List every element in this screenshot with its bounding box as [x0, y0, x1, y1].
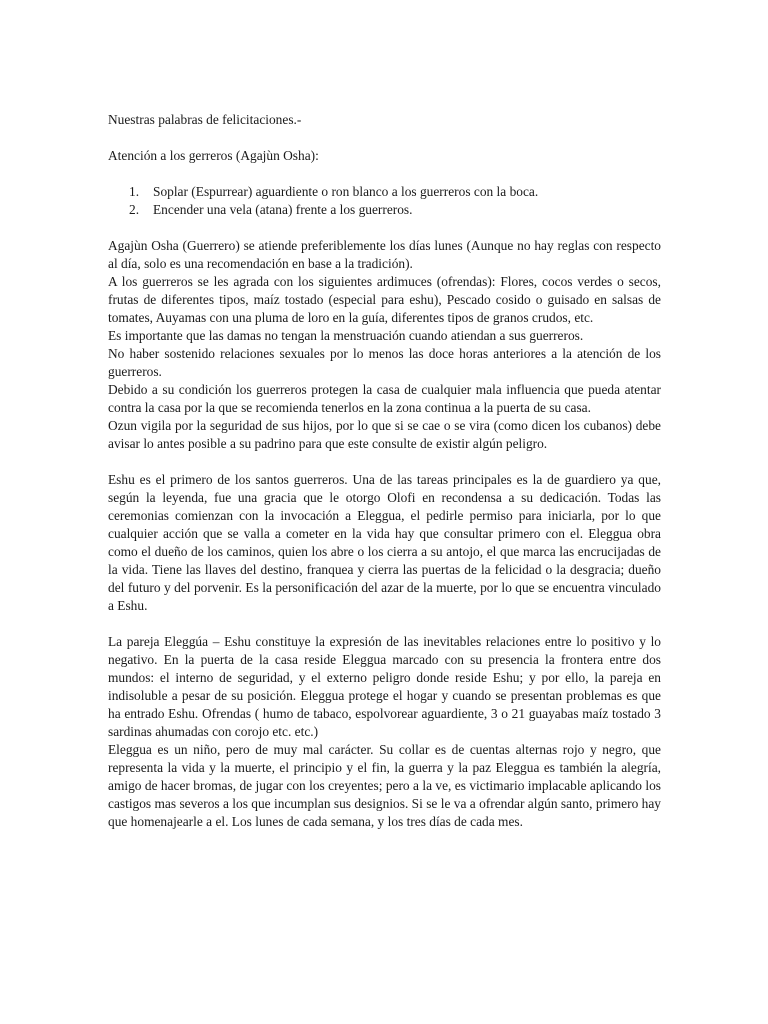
list-item-text: Encender una vela (atana) frente a los guerreros.: [153, 202, 413, 217]
list-item-number: 2.: [129, 202, 140, 217]
paragraph: Agajùn Osha (Guerrero) se atiende preferiblemente los días lunes (Aunque no hay reglas con respecto al día, solo es una recomendación en base a la tradición).: [108, 238, 661, 271]
list-item: [108, 201, 661, 219]
list-item-text: Soplar (Espurrear) aguardiente o ron blanco a los guerreros con la boca.: [153, 184, 539, 199]
paragraph: Ozun vigila por la seguridad de sus hijos, por lo que si se cae o se vira (como dicen los cubanos) debe avisar lo antes posible a su padrino para que este consulte de existir algún peligro.: [108, 418, 661, 451]
list-item-number: 1.: [129, 184, 140, 199]
list-item: [108, 183, 661, 201]
section-subheading: Atención a los gerreros (Agajùn Osha):: [108, 148, 319, 163]
document-title: Nuestras palabras de felicitaciones.-: [108, 112, 302, 127]
paragraph: La pareja Eleggúa – Eshu constituye la expresión de las inevitables relaciones entre lo positivo y lo negativo. En la puerta de la casa reside Eleggua marcado con su presencia la frontera entre dos mundos: el interno de seguridad, y el externo peligro donde reside Eshu; y por ello, la pareja en indisoluble a pesar de su posición. Eleggua protege el hogar y cuando se presentan problemas es que ha entrado Eshu. Ofrendas ( humo de tabaco, espolvorear aguardiente, 3 o 21 guayabas maíz tostado 3 sardinas ahumadas con corojo etc. etc.): [108, 634, 661, 739]
section-care: [108, 237, 661, 453]
paragraph: A los guerreros se les agrada con los siguientes ardimuces (ofrendas): Flores, cocos verdes o secos, frutas de diferentes tipos, maíz tostado (especial para eshu), Pescado cosido o guisado en salsas de tomates, Auyamas con una pluma de loro en la guía, diferentes tipos de granos crudos, etc.: [108, 274, 661, 325]
paragraph-gap: [108, 453, 661, 471]
paragraph-gap: [108, 615, 661, 633]
paragraph: Eshu es el primero de los santos guerreros. Una de las tareas principales es la de guardiero ya que, según la leyenda, fue una gracia que le otorgo Olofi en recondensa a su dedicación. Todas las ceremonias comienzan con la invocación a Eleggua, el pedirle permiso para iniciarla, por lo que cualquier acción que se valla a cometer en la vida hay que consultar primero con el. Eleggua obra como el dueño de los caminos, quien los abre o los cierra a su antojo, el que marca las encrucijadas de la vida. Tiene las llaves del destino, franquea y cierra las puertas de la felicidad o la desgracia; dueño del futuro y del porvenir. Es la personificación del azar de la muerte, por lo que se encuentra vinculado a Eshu.: [108, 472, 661, 613]
document-page: [108, 111, 661, 831]
paragraph: Debido a su condición los guerreros protegen la casa de cualquier mala influencia que pueda atentar contra la casa por la que se recomienda tenerlos en la zona continua a la puerta de su casa.: [108, 382, 661, 415]
paragraph: Eleggua es un niño, pero de muy mal carácter. Su collar es de cuentas alternas rojo y negro, que representa la vida y la muerte, el principio y el fin, la guerra y la paz Eleggua es también la alegría, amigo de hacer bromas, de jugar con los creyentes; pero a la ve, es victimario implacable aplicando los castigos mas severos a los que incumplan sus designios. Si se le va a ofrendar algún santo, primero hay que homenajearle a el. Los lunes de cada semana, y los tres días de cada mes.: [108, 742, 661, 829]
steps-list: [108, 183, 661, 219]
section-eshu: [108, 471, 661, 615]
section-pareja: [108, 633, 661, 831]
paragraph: Es importante que las damas no tengan la menstruación cuando atiendan a sus guerreros.: [108, 328, 584, 343]
paragraph: No haber sostenido relaciones sexuales por lo menos las doce horas anteriores a la atención de los guerreros.: [108, 346, 661, 379]
